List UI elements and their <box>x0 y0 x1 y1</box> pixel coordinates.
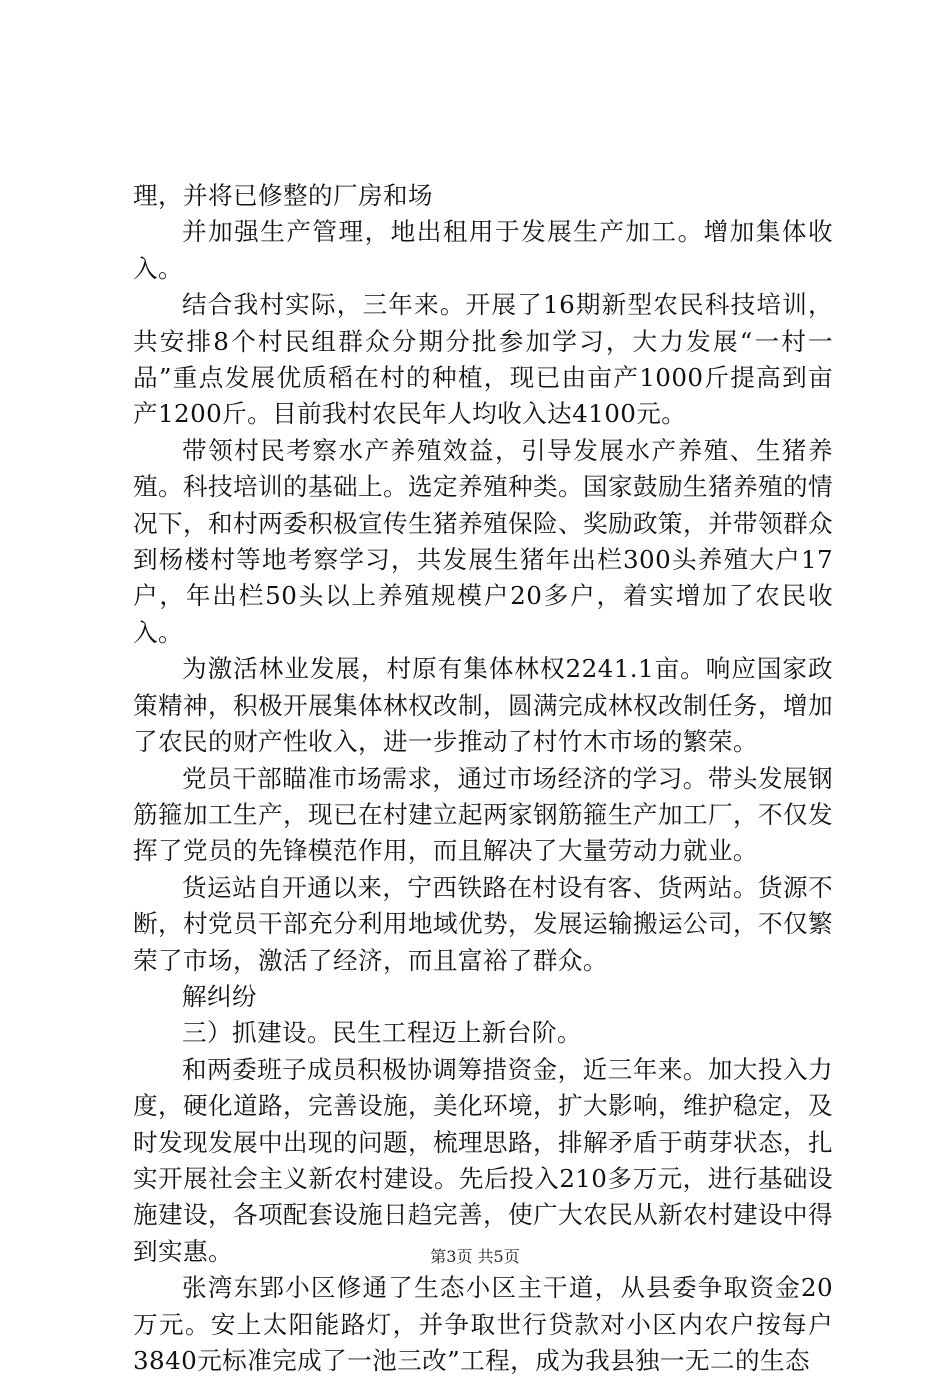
paragraph: 结合我村实际，三年来。开展了16期新型农民科技培训，共安排8个村民组群众分期分批参加学习，大力发展“一村一品”重点发展优质稻在村的种植，现已由亩产1000斤提高到亩产1200斤。目前我村农民年人均收入达4100元。 <box>133 290 833 429</box>
paragraph: 并加强生产管理，地出租用于发展生产加工。增加集体收入。 <box>133 217 833 283</box>
paragraph: 货运站自开通以来，宁西铁路在村设有客、货两站。货源不断，村党员干部充分利用地域优势，发展运输搬运公司，不仅繁荣了市场，激活了经济，而且富裕了群众。 <box>133 872 833 975</box>
paragraph: 张湾东郢小区修通了生态小区主干道，从县委争取资金20万元。安上太阳能路灯，并争取世行贷款对小区内农户按每户3840元标准完成了一池三改”工程，成为我县独一无二的生态 <box>133 1273 833 1375</box>
document-body <box>133 178 833 1379</box>
paragraph: 解纠纷 <box>182 981 257 1011</box>
paragraph: 为激活林业发展，村原有集体林权2241.1亩。响应国家政策精神，积极开展集体林权改制，圆满完成林权改制任务，增加了农民的财产性收入，进一步推动了村竹木市场的繁荣。 <box>133 654 833 757</box>
paragraph: 带领村民考察水产养殖效益，引导发展水产养殖、生猪养殖。科技培训的基础上。选定养殖种类。国家鼓励生猪养殖的情况下，和村两委积极宣传生猪养殖保险、奖励政策，并带领群众到杨楼村等地考察学习，共发展生猪年出栏300头养殖大户17户，年出栏50头以上养殖规模户20多户，着实增加了农民收入。 <box>133 435 833 647</box>
paragraph: 三）抓建设。民生工程迈上新台阶。 <box>182 1018 582 1048</box>
page-footer: 第3页 共5页 <box>430 1247 520 1266</box>
paragraph: 理，并将已修整的厂房和场 <box>133 181 433 210</box>
paragraph: 和两委班子成员积极协调筹措资金，近三年来。加大投入力度，硬化道路，完善设施，美化环境，扩大影响，维护稳定，及时发现发展中出现的问题，梳理思路，排解矛盾于萌芽状态，扎实开展社会主义新农村建设。先后投入210多万元，进行基础设施建设，各项配套设施日趋完善，使广大农民从新农村建设中得到实惠。 <box>133 1054 833 1266</box>
paragraph: 党员干部瞄准市场需求，通过市场经济的学习。带头发展钢筋箍加工生产，现已在村建立起两家钢筋箍生产加工厂，不仅发挥了党员的先锋模范作用，而且解决了大量劳动力就业。 <box>133 763 833 866</box>
